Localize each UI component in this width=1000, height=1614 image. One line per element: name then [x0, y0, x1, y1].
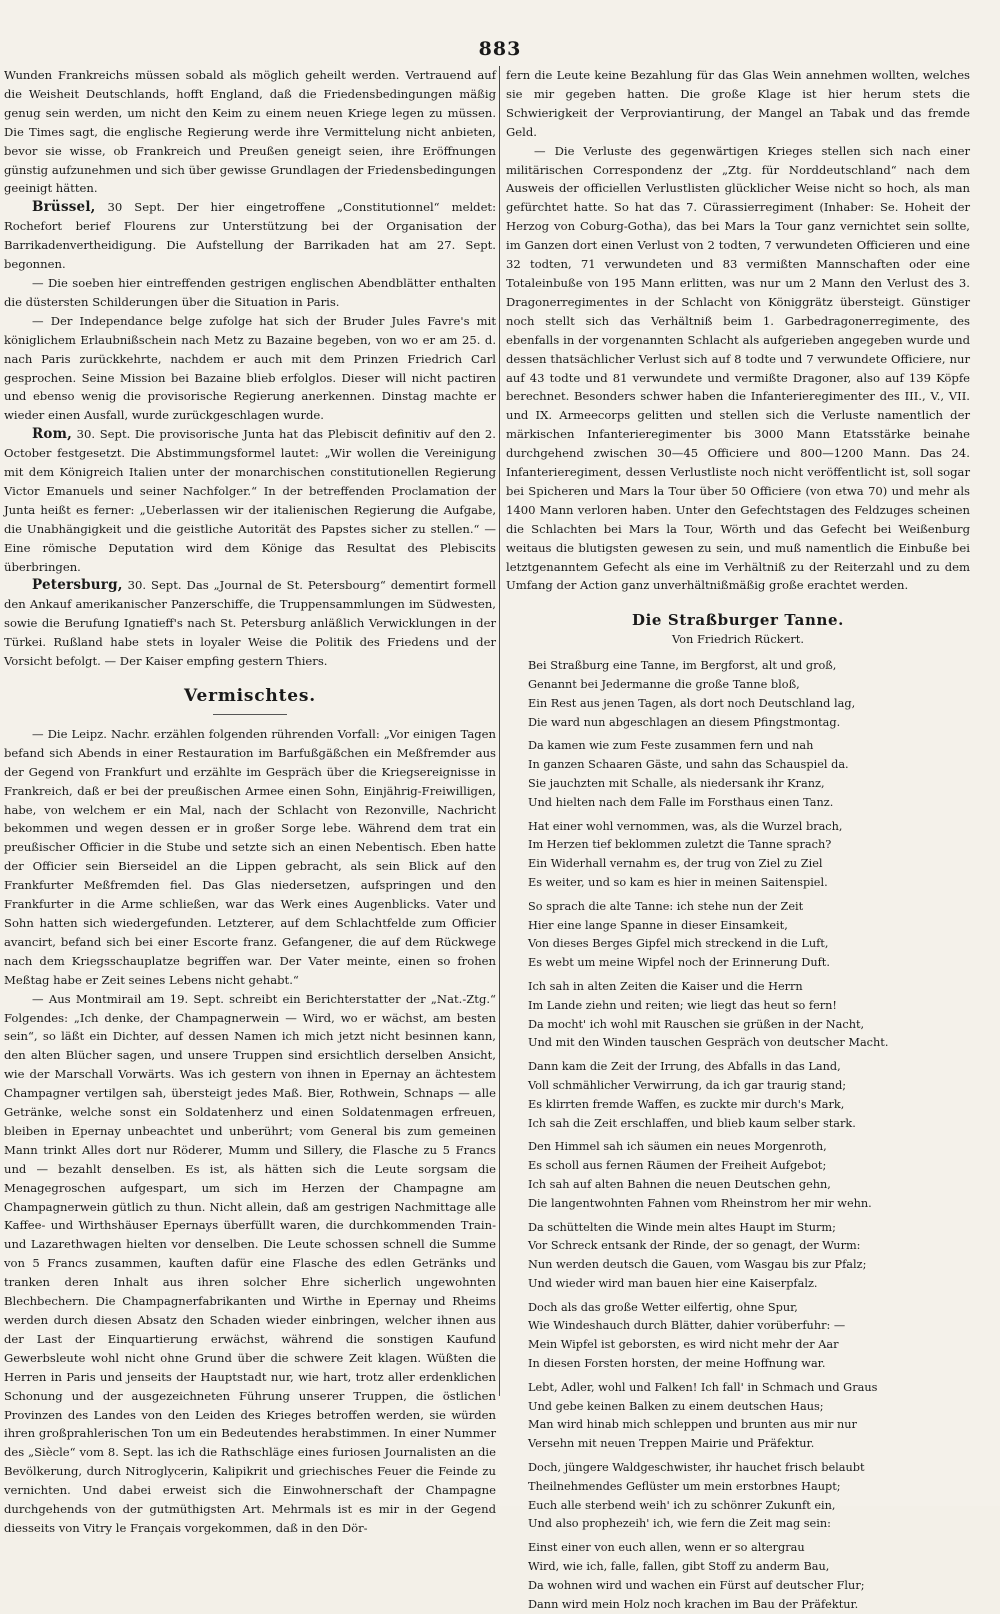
- column-divider: [499, 66, 500, 1396]
- poem-line: Und hielten nach dem Falle im Forsthaus einen Tanz.: [528, 795, 834, 809]
- dispatch-text: 30 Sept. Der hier eingetroffene „Constitutionnel“ meldet: Rochefort berief Flourens zur Unterstützung bei der Organisation der Barrikadenvertheidigung. Die Aufstellung der Barrikaden hat am 27. Sept. begonnen.: [4, 200, 496, 272]
- poem-line: Euch alle sterbend weih' ich zu schönrer Zukunft ein,: [528, 1498, 836, 1512]
- poem-stanza: [528, 818, 970, 893]
- poem-stanza: [528, 1058, 970, 1133]
- dispatch-text: 30. Sept. Die provisorische Junta hat das Plebiscit definitiv auf den 2. October festgesetzt. Die Abstimmungsformel lautet: „Wir wollen die Vereinigung mit dem Königreich Italien unter der monarchischen constitutionellen Regierung Victor Emanuels und seiner Nachfolger.“ In der betreffenden Proclamation der Junta heißt es ferner: „Ueberlassen wir der italienischen Regierung die Aufgabe, die Unabhängigkeit und die geistliche Autorität des Papstes sicher zu stellen.“ — Eine römische Deputation wird dem Könige das Resultat des Plebiscits überbringen.: [4, 427, 496, 574]
- poem-line: Ich sah auf alten Bahnen die neuen Deutschen gehn,: [528, 1177, 831, 1191]
- poem-line: Ich sah die Zeit erschlaffen, und blieb kaum selber stark.: [528, 1116, 856, 1130]
- poem-line: Da mocht' ich wohl mit Rauschen sie grüßen in der Nacht,: [528, 1017, 865, 1031]
- poem-line: Wie Windeshauch durch Blätter, dahier vorüberfuhr: —: [528, 1319, 846, 1333]
- poem-line: Es klirrten fremde Waffen, es zuckte mir durch's Mark,: [528, 1097, 845, 1111]
- dateline-place: Petersburg,: [32, 577, 123, 594]
- poem-line: Von dieses Berges Gipfel mich streckend in die Luft,: [528, 937, 829, 951]
- section-title: Vermischtes.: [184, 686, 316, 706]
- poem-line: Dann wird mein Holz noch krachen im Bau der Präfektur.: [528, 1597, 859, 1611]
- page-number: 883: [478, 38, 522, 60]
- poem-line: Doch, jüngere Waldgeschwister, ihr hauchet frisch belaubt: [528, 1461, 865, 1475]
- dateline-place: Brüssel,: [32, 199, 96, 216]
- poem-line: Bei Straßburg eine Tanne, im Bergforst, alt und groß,: [528, 659, 837, 673]
- poem-stanza: [528, 1539, 970, 1614]
- poem-line: Genannt bei Jedermanne die große Tanne bloß,: [528, 677, 800, 691]
- article-paragraph: fern die Leute keine Bezahlung für das Glas Wein annehmen wollten, welches sie mir gegeben hatten. Die große Klage ist hier herum stets die Schwierigkeit der Verproviantirung, der Mangel an Tabak und das fremde Geld.: [506, 68, 970, 139]
- poem-stanza: [528, 1219, 970, 1294]
- section-rule: [213, 714, 287, 715]
- article-paragraph: — Die Verluste des gegenwärtigen Krieges stellen sich nach einer militärischen Correspondenz der „Ztg. für Norddeutschland“ nach dem Ausweis der officiellen Verlustlisten glücklicher Weise nicht so hoch, als man gefürchtet hatte. So hat das 7. Cürassierregiment (Inhaber: Se. Hoheit der Herzog von Coburg-Gotha), das bei Mars la Tour ganz vernichtet sein sollte, im Ganzen dort einen Verlust von 2 todten, 7 verwundeten Officieren und eine 32 todten, 71 verwundeten und 83 vermißten Mannschaften oder eine Totaleinbuße von 195 Mann erlitten, was nur um 2 Mann den Verlust des 3. Dragonerregimentes in der Schlacht von Königgrätz übersteigt. Günstiger noch stellt sich das Verhältniß beim 1. Garbedragonerregimente, des ebenfalls in der vorgenannten Schlacht als aufgerieben angegeben wurde und dessen thatsächlicher Verlust sich auf 8 todte und 7 verwundete Officiere, nur auf 43 todte und 81 verwundete und vermißte Dragoner, also auf 139 Köpfe berechnet. Besonders schwer haben die Infanterieregimenter des III., V., VII. und IX. Armeecorps gelitten und stellen sich die Verluste namentlich der märkischen Infanterieregimenter bis 3000 Mann Etatsstärke beinahe durchgehend zwischen 30—45 Officiere und 800—1200 Mann. Das 24. Infanterieregiment, dessen Verlustliste noch nicht veröffentlicht ist, soll sogar bei Spicheren und Mars la Tour über 50 Officiere (von etwa 70) und mehr als 1400 Mann verloren haben. Unter den Gefechtstagen des Feldzuges scheinen die Schlachten bei Mars la Tour, Wörth und das Gefecht bei Weißenburg weitaus die blutigsten gewesen zu sein, und muß namentlich die Einbuße bei letztgenanntem Gefecht als eine im Verhältniß zu der Reiterzahl und zu dem Umfang der Action ganz unverhältnißmäßig große erachtet werden.: [506, 143, 970, 593]
- poem-line: Hat einer wohl vernommen, was, als die Wurzel brach,: [528, 819, 843, 833]
- poem-line: Hier eine lange Spanne in dieser Einsamkeit,: [528, 918, 788, 932]
- poem-line: Ich sah in alten Zeiten die Kaiser und die Herrn: [528, 979, 803, 993]
- dispatch-rome: [4, 425, 496, 576]
- poem-line: Man wird hinab mich schleppen und brunten aus mir nur: [528, 1418, 857, 1432]
- poem-line: Theilnehmendes Geflüster um mein erstorbnes Haupt;: [528, 1479, 841, 1493]
- dispatch-text: 30. Sept. Das „Journal de St. Petersbourg“ dementirt formell den Ankauf amerikanischer Panzerschiffe, die Truppensammlungen im Südwesten, sowie die Berufung Ignatieff's nach St. Petersburg anläßlich Verwicklungen in der Türkei. Rußland habe stets in loyaler Weise die Politik des Friedens und der Vorsicht befolgt. — Der Kaiser empfing gestern Thiers.: [4, 578, 496, 669]
- poem-line: Lebt, Adler, wohl und Falken! Ich fall' in Schmach und Graus: [528, 1380, 878, 1394]
- poem-line: In diesen Forsten horsten, der meine Hoffnung war.: [528, 1357, 826, 1371]
- poem-stanza: [528, 1138, 970, 1213]
- poem-line: Mein Wipfel ist geborsten, es wird nicht mehr der Aar: [528, 1338, 839, 1352]
- poem-line: Und gebe keinen Balken zu einem deutschen Haus;: [528, 1399, 824, 1413]
- poem-stanza: [528, 737, 970, 812]
- article-paragraph: Wunden Frankreichs müssen sobald als möglich geheilt werden. Vertrauend auf die Weisheit Deutschlands, hofft England, daß die Friedensbedingungen mäßig genug sein werden, um nicht den Keim zu einem neuen Kriege legen zu müssen. Die Times sagt, die englische Regierung werde ihre Vermittelung nicht anbieten, bevor sie wisse, ob Frankreich und Preußen geneigt seien, ihre Eröffnungen günstig aufzunehmen und sich über gewisse Grundlagen der Friedensbedingungen geeinigt hätten.: [4, 68, 496, 196]
- poem-line: Dann kam die Zeit der Irrung, des Abfalls in das Land,: [528, 1060, 841, 1074]
- dateline-place: Rom,: [32, 426, 73, 443]
- poem-author: Von Friedrich Rückert.: [671, 632, 805, 647]
- right-column: [506, 66, 970, 1611]
- article-paragraph: — Die Leipz. Nachr. erzählen folgenden rührenden Vorfall: „Vor einigen Tagen befand sich Abends in einer Restauration im Barfußgäßchen ein Meßfremder aus der Gegend von Frankfurt und erzählte im Gespräch über die Kriegsereignisse in Frankreich, daß er bei der preußischen Armee einen Sohn, Einjährig-Freiwilligen, habe, von welchem er ein Mal, nach der Schlacht von Rezonville, Nachricht bekommen und wegen dessen er in großer Sorge lebe. Während dem trat ein preußischer Officier in die Stube und setzte sich an einen Nebentisch. Eben hatte der Officier sein Bierseidel an die Lippen gebracht, als sein Blick auf den Frankfurter Meßfremden fiel. Das Glas niedersetzen, aufspringen und den Frankfurter in die Arme schließen, war das Werk eines Augenblicks. Vater und Sohn hatten sich wiedergefunden. Letzterer, auf dem Schlachtfelde zum Officier avancirt, befand sich bei einer Escorte franz. Gefangener, die auf dem Rückwege nach dem Kriegsschauplatze begriffen war. Der Vater meinte, einen so frohen Meßtag habe er Zeit seines Lebens nicht gehabt.“: [4, 726, 496, 987]
- poem-line: Und mit den Winden tauschen Gespräch von deutscher Macht.: [528, 1036, 889, 1050]
- poem-line: Vor Schreck entsank der Rinde, der so genagt, der Wurm:: [528, 1239, 861, 1253]
- poem-line: Die langentwohnten Fahnen vom Rheinstrom her mir wehn.: [528, 1196, 872, 1210]
- article-paragraph: — Der Independance belge zufolge hat sich der Bruder Jules Favre's mit königlichem Erlaubnißschein nach Metz zu Bazaine begeben, von wo er am 25. d. nach Paris zurückkehrte, nachdem er auch mit dem Prinzen Friedrich Carl gesprochen. Seine Mission bei Bazaine blieb erfolglos. Dieser will nicht pactiren und ebenso wenig die provisorische Regierung anerkennen. Dinstag machte er wieder einen Ausfall, wurde zurückgeschlagen wurde.: [4, 313, 496, 423]
- poem-line: Da wohnen wird und wachen ein Fürst auf deutscher Flur;: [528, 1578, 865, 1592]
- poem-line: Einst einer von euch allen, wenn er so altergrau: [528, 1541, 805, 1555]
- poem-line: Und also prophezeih' ich, wie fern die Zeit mag sein:: [528, 1517, 831, 1531]
- dispatch-petersburg: [4, 576, 496, 671]
- poem-line: Sie jauchzten mit Schalle, als niedersank ihr Kranz,: [528, 776, 825, 790]
- poem-line: Den Himmel sah ich säumen ein neues Morgenroth,: [528, 1140, 827, 1154]
- poem-line: Es weiter, und so kam es hier in meinen Saitenspiel.: [528, 875, 828, 889]
- poem-stanza: [528, 898, 970, 973]
- article-paragraph: — Die soeben hier eintreffenden gestrigen englischen Abendblätter enthalten die düstersten Schilderungen über die Situation in Paris.: [4, 275, 496, 309]
- poem-line: Doch als das große Wetter eilfertig, ohne Spur,: [528, 1300, 798, 1314]
- poem-line: Da kamen wie zum Feste zusammen fern und nah: [528, 739, 814, 753]
- poem-line: Im Lande ziehn und reiten; wie liegt das heut so fern!: [528, 998, 837, 1012]
- poem-stanza: [528, 1379, 970, 1454]
- poem-line: Ein Rest aus jenen Tagen, als dort noch Deutschland lag,: [528, 696, 856, 710]
- poem-line: Im Herzen tief beklommen zuletzt die Tanne sprach?: [528, 838, 832, 852]
- poem-stanza: [528, 1299, 970, 1374]
- poem-line: Es webt um meine Wipfel noch der Erinnerung Duft.: [528, 956, 830, 970]
- poem-body: [506, 657, 970, 1614]
- poem-line: Wird, wie ich, falle, fallen, gibt Stoff zu anderm Bau,: [528, 1560, 830, 1574]
- poem-line: Ein Widerhall vernahm es, der trug von Ziel zu Ziel: [528, 857, 823, 871]
- poem-line: Versehn mit neuen Treppen Mairie und Präfektur.: [528, 1437, 815, 1451]
- poem-line: Und wieder wird man bauen hier eine Kaiserpfalz.: [528, 1276, 818, 1290]
- poem-line: Voll schmählicher Verwirrung, da ich gar traurig stand;: [528, 1078, 847, 1092]
- poem-line: Da schüttelten die Winde mein altes Haupt im Sturm;: [528, 1220, 836, 1234]
- poem-stanza: [528, 978, 970, 1053]
- poem-title: Die Straßburger Tanne.: [632, 611, 844, 630]
- dispatch-brussels: [4, 198, 496, 274]
- poem-line: Nun werden deutsch die Gauen, vom Wasgau bis zur Pfalz;: [528, 1258, 867, 1272]
- poem-line: Die ward nun abgeschlagen an diesem Pfingstmontag.: [528, 715, 841, 729]
- poem-stanza: [528, 1459, 970, 1534]
- left-column: [0, 66, 496, 1535]
- poem-line: So sprach die alte Tanne: ich stehe nun der Zeit: [528, 899, 804, 913]
- poem-stanza: [528, 657, 970, 732]
- article-paragraph: — Aus Montmirail am 19. Sept. schreibt ein Berichterstatter der „Nat.-Ztg.“ Folgendes: „Ich denke, der Champagnerwein — Wird, wo er wächst, am besten sein“, so läßt ein Dichter, auf dessen Namen ich mich jetzt nicht besinnen kann, den alten Blücher sagen, und unsere Truppen sind ersichtlich derselben Ansicht, wie der Marschall Vorwärts. Was ich gestern von ihnen in Epernay an ächtestem Champagner vertilgen sah, übersteigt jedes Maß. Bier, Rothwein, Schnaps — alle Getränke, welche sonst ein Soldatenherz und einen Soldatenmagen erfreuen, bleiben in Epernay unbeachtet und unberührt; vom General bis zum gemeinen Mann trinkt Alles dort nur Röderer, Mumm und Sillery, die Flasche zu 5 Francs und — bezahlt denselben. Es ist, als hätten sich die Leute sorgsam die Menagegroschen aufgespart, um sich im Herzen der Champagne am Champagnerwein gütlich zu thun. Nicht allein, daß am gestrigen Nachmittage alle Kaffee- und Wirthshäuser Epernays überfüllt waren, die durchkommenden Train- und Lazarethwagen hielten vor denselben. Die Leute schossen schnell die Summe von 5 Francs zusammen, kauften dafür eine Flasche des edlen Getränks und tranken deren Inhalt aus ihren solcher Ehre sicherlich ungewohnten Blechbechern. Die Champagnerfabrikanten und Wirthe in Epernay und Rheims werden durch diesen Absatz den Schaden wieder einbringen, welcher ihnen aus der Last der Einquartierung erwächst, während die sonstigen Kaufund Gewerbsleute wohl nicht ohne Grund über die schwere Zeit klagen. Wüßten die Herren in Paris und jenseits der Hauptstadt nur, wie hart, trotz aller erdenklichen Schonung und der ausgezeichneten Führung unserer Truppen, die östlichen Provinzen des Landes von den Leiden des Krieges betroffen werden, sie würden ihren großprahlerischen Ton um ein Bedeutendes herabstimmen. In einer Nummer des „Siècle“ vom 8. Sept. las ich die Rathschläge eines furiosen Journalisten an die Bevölkerung, durch Nitroglycerin, Kalipikrit und griechisches Feuer die Feinde zu vernichten. Und dabei erweist sich die Einwohnerschaft der Champagne durchgehends von der gutmüthigsten Art. Mehrmals ist es mir in der Gegend diesseits von Vitry le Français vorgekommen, daß in den Dör-: [4, 991, 496, 1535]
- poem-line: In ganzen Schaaren Gäste, und sahn das Schauspiel da.: [528, 758, 849, 772]
- poem-line: Es scholl aus fernen Räumen der Freiheit Aufgebot;: [528, 1159, 827, 1173]
